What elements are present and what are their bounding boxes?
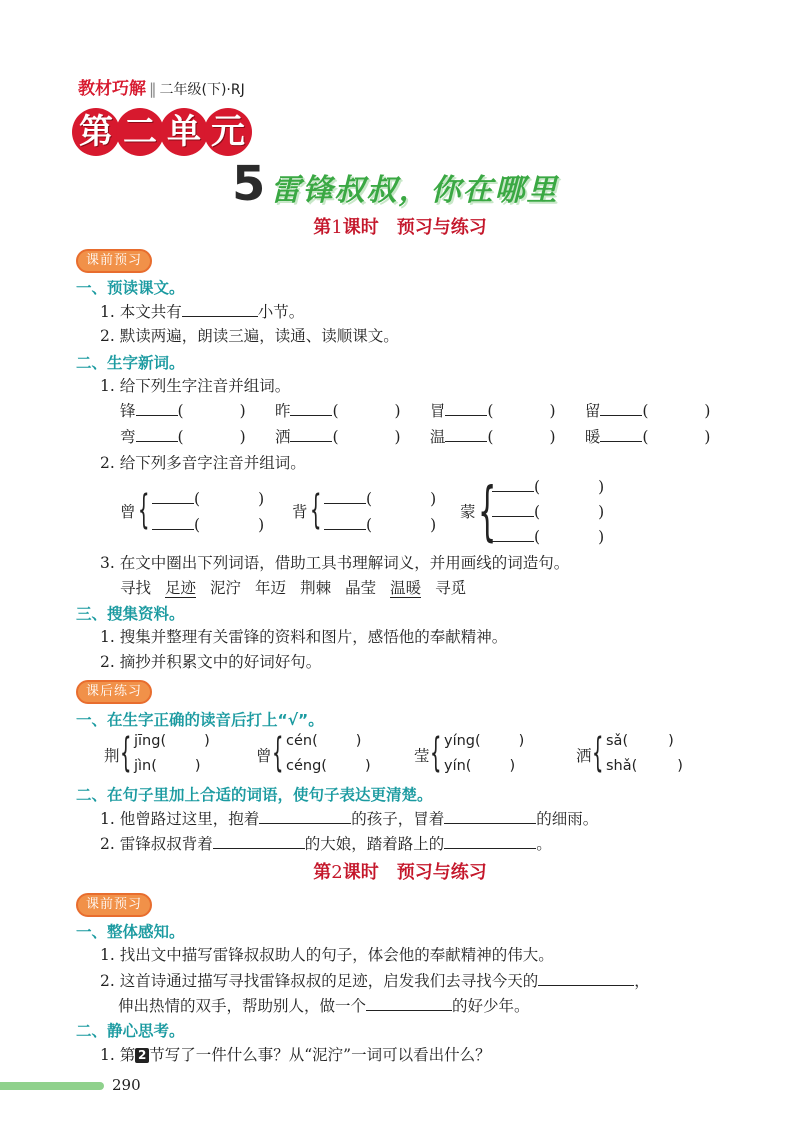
question: 1. 搜集并整理有关雷锋的资料和图片，感悟他的奉献精神。 [100, 628, 508, 646]
question: 1. 本文共有 小节。 [100, 300, 304, 323]
pinyin-option[interactable]: shǎ( ) [606, 758, 683, 774]
lesson-title: 雷锋叔叔，你在哪里 [270, 173, 559, 208]
polyphone-line: ( ) [324, 487, 436, 510]
pre-study-tag: 课前预习 [76, 249, 152, 273]
section-title: 一、整体感知。 [76, 923, 185, 941]
answer-blank[interactable] [444, 832, 536, 849]
post-practice-tag: 课后练习 [76, 680, 152, 704]
answer-blank[interactable] [259, 807, 351, 824]
pinyin-blank[interactable] [600, 399, 642, 416]
polyphone-char: 背 [292, 503, 308, 521]
unit-char: 二 [116, 108, 164, 156]
polyphone-line: ( ) [492, 500, 604, 523]
answer-blank[interactable] [444, 807, 536, 824]
word: 荆棘 [300, 579, 332, 597]
brace: { [310, 487, 322, 533]
word: 晶莹 [345, 579, 377, 597]
pinyin-blank[interactable] [290, 399, 332, 416]
pinyin-blank[interactable] [445, 425, 487, 442]
char-row: 锋 ( ) 昨 ( ) 冒 ( ) 留 ( ) [120, 399, 735, 422]
question: 2. 摘抄并积累文中的好词好句。 [100, 653, 322, 671]
question: 2. 默读两遍，朗读三遍，读通、读顺课文。 [100, 327, 399, 345]
polyphone-line: ( ) [492, 525, 604, 548]
brace: { [430, 730, 442, 776]
brace: { [272, 730, 284, 776]
polyphone-char: 曾 [120, 503, 136, 521]
polyphone-line: ( ) [152, 487, 264, 510]
footer-bar [0, 1082, 104, 1090]
unit-title [72, 108, 248, 156]
grade-label: 二年级(下)·RJ [159, 82, 245, 98]
pinyin-option[interactable]: yíng( ) [444, 733, 525, 749]
pinyin-option[interactable]: yín( ) [444, 758, 516, 774]
polyphone-char: 蒙 [460, 503, 476, 521]
section-title: 二、生字新词。 [76, 354, 185, 372]
brace: { [138, 487, 150, 533]
question: 2. 雷锋叔叔背着 的大娘，踏着路上的 。 [100, 832, 552, 855]
unit-char: 元 [204, 108, 252, 156]
word: 泥泞 [210, 579, 242, 597]
word: 年迈 [255, 579, 287, 597]
word: 寻觅 [435, 579, 467, 597]
pinyin-blank[interactable] [136, 399, 178, 416]
pre-study-tag: 课前预习 [76, 893, 152, 917]
lesson-number: 5 [232, 156, 266, 212]
session-2-title: 第2课时 预习与练习 [313, 862, 487, 883]
brace: { [120, 730, 132, 776]
polyphone-line: ( ) [324, 513, 436, 536]
word-underlined: 足迹 [165, 579, 197, 597]
pinyin-option[interactable]: jìn( ) [134, 758, 201, 774]
pinyin-blank[interactable] [136, 425, 178, 442]
pinyin-blank[interactable] [290, 425, 332, 442]
pinyin-char: 莹 [414, 747, 430, 765]
brace: { [478, 475, 497, 549]
brace: { [592, 730, 604, 776]
section-title: 一、在生字正确的读音后打上“√”。 [76, 711, 324, 729]
question: 1. 找出文中描写雷锋叔叔助人的句子，体会他的奉献精神的伟大。 [100, 946, 554, 964]
pinyin-option[interactable]: jīng( ) [134, 733, 210, 749]
polyphone-line: ( ) [492, 475, 604, 498]
brand-name: 教材巧解 [78, 79, 146, 99]
answer-blank[interactable] [213, 832, 305, 849]
char-row: 弯 ( ) 洒 ( ) 温 ( ) 暖 ( ) [120, 425, 735, 448]
unit-char: 单 [160, 108, 208, 156]
question: 3. 在文中圈出下列词语，借助工具书理解词义，并用画线的词造句。 [100, 554, 570, 572]
question: 1. 他曾路过这里，抱着 的孩子，冒着 的细雨。 [100, 807, 598, 830]
lesson-heading [232, 156, 559, 212]
section-title: 三、搜集资料。 [76, 605, 185, 623]
pinyin-char: 洒 [576, 747, 592, 765]
question: 2. 这首诗通过描写寻找雷锋叔叔的足迹，启发我们去寻找今天的 ， [100, 969, 650, 992]
question: 1. 第 2 节写了一件什么事？从“泥泞”一词可以看出什么？ [100, 1046, 491, 1064]
paragraph-number-badge: 2 [135, 1048, 149, 1063]
unit-char: 第 [72, 108, 120, 156]
question: 2. 给下列多音字注音并组词。 [100, 454, 306, 472]
pinyin-option[interactable]: céng( ) [286, 758, 371, 774]
section-title: 二、静心思考。 [76, 1022, 185, 1040]
word: 寻找 [120, 579, 152, 597]
answer-blank[interactable] [538, 969, 634, 986]
page-number: 290 [112, 1076, 141, 1094]
header-divider: ‖ [149, 80, 157, 98]
word-underlined: 温暖 [390, 579, 422, 597]
section-title: 二、在句子里加上合适的词语，使句子表达更清楚。 [76, 786, 433, 804]
section-title: 一、预读课文。 [76, 279, 185, 297]
question: 伸出热情的双手，帮助别人，做一个 的好少年。 [118, 994, 530, 1017]
answer-blank[interactable] [182, 300, 258, 317]
pinyin-blank[interactable] [600, 425, 642, 442]
word-list [120, 577, 466, 599]
pinyin-option[interactable]: cén( ) [286, 733, 362, 749]
pinyin-char: 荆 [104, 747, 120, 765]
answer-blank[interactable] [366, 994, 452, 1011]
session-1-title: 第1课时 预习与练习 [313, 217, 487, 238]
pinyin-blank[interactable] [445, 399, 487, 416]
header [78, 74, 245, 99]
question: 1. 给下列生字注音并组词。 [100, 377, 291, 395]
pinyin-option[interactable]: sǎ( ) [606, 733, 674, 749]
polyphone-line: ( ) [152, 513, 264, 536]
pinyin-char: 曾 [256, 747, 272, 765]
